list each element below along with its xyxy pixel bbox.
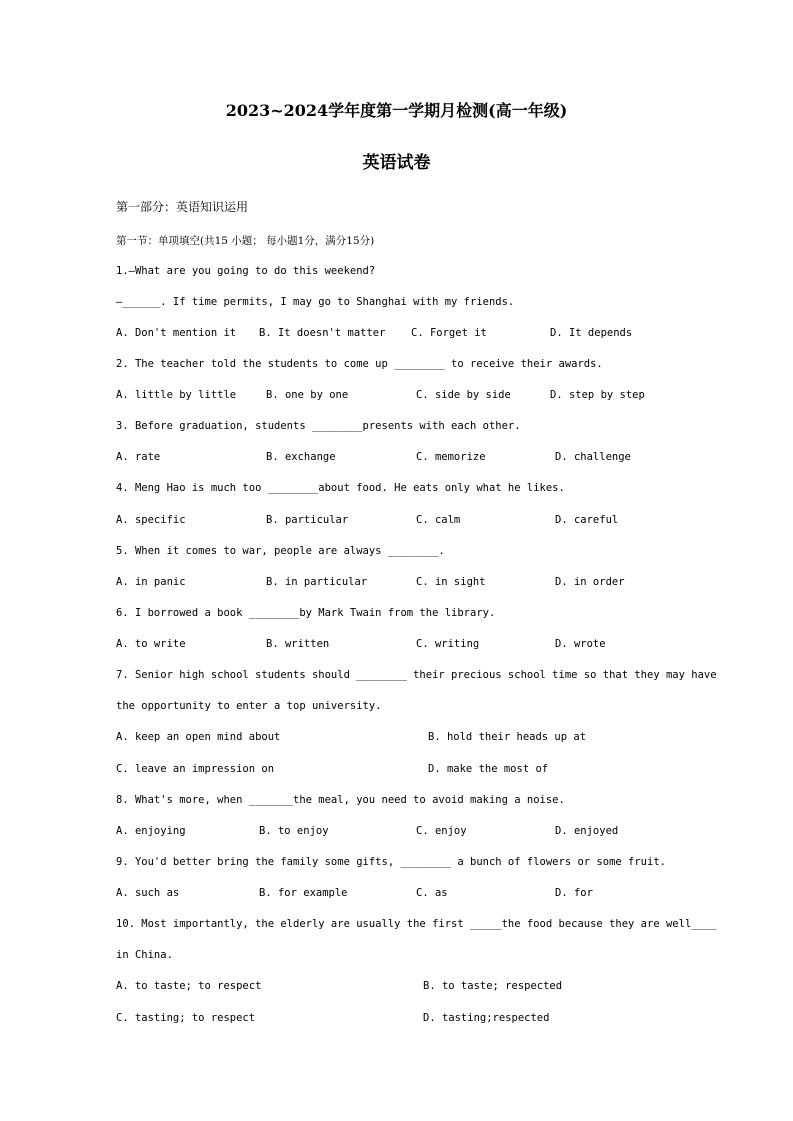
question-8-option-d: D. enjoyed [555,825,619,837]
question-10-option-a: A. to taste; to respect [116,980,262,992]
question-9-option-d: D. for [555,887,593,899]
question-1-stem-2: —______. If time permits, I may go to Shanghai with my friends. [116,296,515,308]
question-2-stem: 2. The teacher told the students to come up ________ to receive their awards. [116,358,603,370]
subsection-heading: 第一节：单项填空(共15 小题； 每小题1分，满分15分) [116,235,375,247]
question-2-option-d: D. step by step [550,389,645,401]
question-3-stem: 3. Before graduation, students ________presents with each other. [116,420,521,432]
question-7-stem: 7. Senior high school students should ________ their precious school time so that they may have [116,669,717,681]
question-6-option-b: B. written [266,638,330,650]
question-9-option-c: C. as [416,887,448,899]
question-6-option-c: C. writing [416,638,480,650]
question-10-option-b: B. to taste; respected [423,980,563,992]
question-4-option-b: B. particular [266,514,349,526]
question-10-stem: 10. Most importantly, the elderly are usually the first _____the food because they are well____ [116,918,717,930]
question-2-option-c: C. side by side [416,389,511,401]
exam-title: 2023~2024学年度第一学期月检测(高一年级) [225,101,568,120]
question-10-option-c: C. tasting; to respect [116,1012,256,1024]
question-1-option-b: B. It doesn't matter [259,327,386,339]
question-1-option-a: A. Don't mention it [116,327,237,339]
question-3-option-a: A. rate [116,451,161,463]
question-7-option-c: C. leave an impression on [116,763,275,775]
question-8-option-b: B. to enjoy [259,825,329,837]
question-9-option-b: B. for example [259,887,348,899]
question-6-stem: 6. I borrowed a book ________by Mark Twain from the library. [116,607,496,619]
question-7-option-d: D. make the most of [428,763,549,775]
question-9-option-a: A. such as [116,887,180,899]
question-10-option-d: D. tasting;respected [423,1012,550,1024]
question-7-stem-2: the opportunity to enter a top university. [116,700,382,712]
question-9-stem: 9. You'd better bring the family some gifts, ________ a bunch of flowers or some fruit. [116,856,666,868]
question-7-option-a: A. keep an open mind about [116,731,281,743]
question-6-option-a: A. to write [116,638,186,650]
question-3-option-d: D. challenge [555,451,631,463]
question-3-option-c: C. memorize [416,451,486,463]
question-2-option-b: B. one by one [266,389,349,401]
question-4-stem: 4. Meng Hao is much too ________about food. He eats only what he likes. [116,482,565,494]
part-heading: 第一部分：英语知识运用 [116,200,249,214]
question-1-stem: 1.—What are you going to do this weekend? [116,265,376,277]
question-5-option-a: A. in panic [116,576,186,588]
question-10-stem-2: in China. [116,949,173,961]
question-8-stem: 8. What's more, when _______the meal, you need to avoid making a noise. [116,794,565,806]
question-2-option-a: A. little by little [116,389,237,401]
question-4-option-d: D. careful [555,514,619,526]
question-7-option-b: B. hold their heads up at [428,731,587,743]
question-5-option-c: C. in sight [416,576,486,588]
question-8-option-c: C. enjoy [416,825,467,837]
question-5-stem: 5. When it comes to war, people are always ________. [116,545,445,557]
question-1-option-c: C. Forget it [411,327,487,339]
question-8-option-a: A. enjoying [116,825,186,837]
question-4-option-c: C. calm [416,514,461,526]
question-5-option-b: B. in particular [266,576,368,588]
exam-subtitle: 英语试卷 [362,153,431,173]
question-6-option-d: D. wrote [555,638,606,650]
question-1-option-d: D. It depends [550,327,633,339]
question-4-option-a: A. specific [116,514,186,526]
question-3-option-b: B. exchange [266,451,336,463]
question-5-option-d: D. in order [555,576,625,588]
